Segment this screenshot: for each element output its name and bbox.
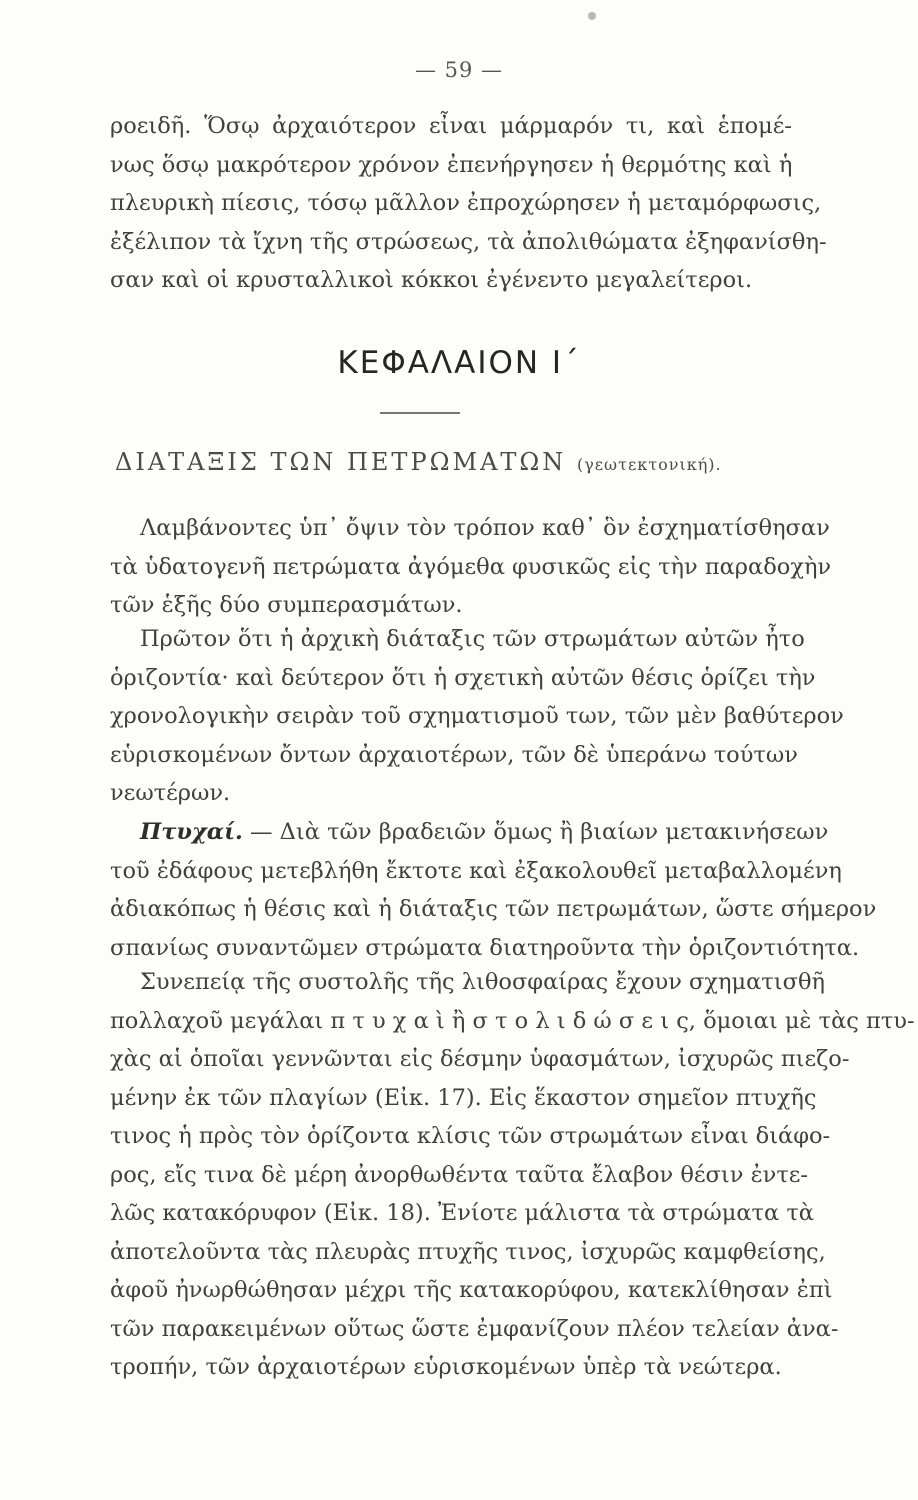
paragraph-premise — [110, 509, 832, 625]
section-heading-main: ΔΙΑΤΑΞΙΣ ΤΩΝ ΠΕΤΡΩΜΑΤΩΝ — [115, 448, 567, 476]
text-line: χρονολογικὴν σειρὰν τοῦ σχηματισμοῦ των, τῶν μὲν βαθύτερον — [110, 703, 844, 729]
text-line: μένην ἐκ τῶν πλαγίων (Εἰκ. 17). Εἰς ἕκαστον σημεῖον πτυχῆς — [110, 1084, 817, 1111]
text-line: εὑρισκομένων ὄντων ἀρχαιοτέρων, τῶν δὲ ὑπεράνω τούτων — [110, 741, 798, 768]
text-line: τροπήν, τῶν ἀρχαιοτέρων εὑρισκομένων ὑπὲρ τὰ νεώτερα. — [110, 1354, 782, 1380]
divider-rule — [380, 412, 460, 414]
paragraph-folds — [110, 813, 877, 967]
paragraph-contraction — [110, 963, 915, 1387]
text-line: ἀποτελοῦντα τὰς πλευρὰς πτυχῆς τινος, ἰσχυρῶς καμφθείσης, — [110, 1238, 826, 1265]
text-line: πολλαχοῦ μεγάλαι π τ υ χ α ὶ ἢ σ τ ο λ ι δ ώ σ ε ι ς, ὅμοιαι μὲ τὰς πτυ- — [110, 1007, 915, 1034]
text-line: Συνεπείᾳ τῆς συστολῆς τῆς λιθοσφαίρας ἔχουν σχηματισθῆ — [140, 969, 825, 995]
text-line: τινος ἡ πρὸς τὸν ὁρίζοντα κλίσις τῶν στρωμάτων εἶναι διάφο- — [110, 1123, 831, 1149]
text-line: χὰς αἱ ὁποῖαι γεννῶνται εἰς δέσμην ὑφασμάτων, ἰσχυρῶς πιεζο- — [110, 1046, 850, 1072]
text-line-rest: — Διὰ τῶν βραδειῶν ὅμως ἢ βιαίων μετακινήσεων — [242, 819, 829, 845]
section-heading — [115, 448, 795, 476]
text-line: ἀφοῦ ἠνωρθώθησαν μέχρι τῆς κατακορύφου, κατεκλίθησαν ἐπὶ — [110, 1277, 833, 1303]
run-in-heading: Πτυχαί. — [140, 819, 243, 845]
text-line: ρος, εἴς τινα δὲ μέρη ἀνορθωθέντα ταῦτα ἔλαβον θέσιν ἐντε- — [110, 1161, 809, 1188]
text-line: ροειδῆ. Ὅσῳ ἀρχαιότερον εἶναι μάρμαρόν τι, καὶ ἑπομέ- — [110, 113, 792, 139]
text-line: νεωτέρων. — [110, 780, 231, 806]
text-line: σαν καὶ οἱ κρυσταλλικοὶ κόκκοι ἐγένεντο μεγαλείτεροι. — [110, 267, 753, 293]
text-line: Λαμβάνοντες ὑπ᾽ ὄψιν τὸν τρόπον καθ᾽ ὃν ἐσχηματίσθησαν — [140, 515, 830, 541]
text-line: τοῦ ἐδάφους μετεβλήθη ἔκτοτε καὶ ἐξακολουθεῖ μεταβαλλομένη — [110, 857, 842, 884]
text-line: νως ὅσῳ μακρότερον χρόνον ἐπενήργησεν ἡ θερμότης καὶ ἡ — [110, 151, 793, 178]
chapter-title: ΚΕΦΑΛΑΙΟΝ Ι΄ — [337, 345, 581, 381]
text-line: τῶν ἑξῆς δύο συμπερασμάτων. — [110, 592, 463, 618]
text-line: Πρῶτον ὅτι ἡ ἀρχικὴ διάταξις τῶν στρωμάτων αὐτῶν ἦτο — [140, 626, 805, 652]
text-line: ἐξέλιπον τὰ ἴχνη τῆς στρώσεως, τὰ ἀπολιθώματα ἐξηφανίσθη- — [110, 228, 827, 255]
paragraph-conclusions — [110, 620, 844, 813]
paragraph-intro — [110, 107, 827, 300]
text-line: πλευρικὴ πίεσις, τόσῳ μᾶλλον ἐπροχώρησεν ἡ μεταμόρφωσις, — [110, 190, 822, 216]
text-line — [110, 813, 829, 852]
text-line: τῶν παρακειμένων οὕτως ὥστε ἐμφανίζουν πλέον τελείαν ἀνα- — [110, 1315, 839, 1342]
text-line: τὰ ὑδατογενῆ πετρώματα ἀγόμεθα φυσικῶς εἰς τὴν παραδοχὴν — [110, 553, 832, 580]
text-line: σπανίως συναντῶμεν στρώματα διατηροῦντα τὴν ὁριζοντιότητα. — [110, 934, 860, 961]
text-line: λῶς κατακόρυφον (Εἰκ. 18). Ἐνίοτε μάλιστα τὰ στρώματα τὰ — [110, 1200, 814, 1226]
ink-dot — [588, 12, 596, 20]
page-number: — 59 — — [414, 58, 504, 82]
text-line: ἀδιακόπως ἡ θέσις καὶ ἡ διάταξις τῶν πετρωμάτων, ὥστε σήμερον — [110, 896, 877, 922]
text-line: ὁριζοντία· καὶ δεύτερον ὅτι ἡ σχετικὴ αὐτῶν θέσις ὁρίζει τὴν — [110, 664, 816, 691]
section-heading-sub: (γεωτεκτονική). — [576, 455, 722, 474]
